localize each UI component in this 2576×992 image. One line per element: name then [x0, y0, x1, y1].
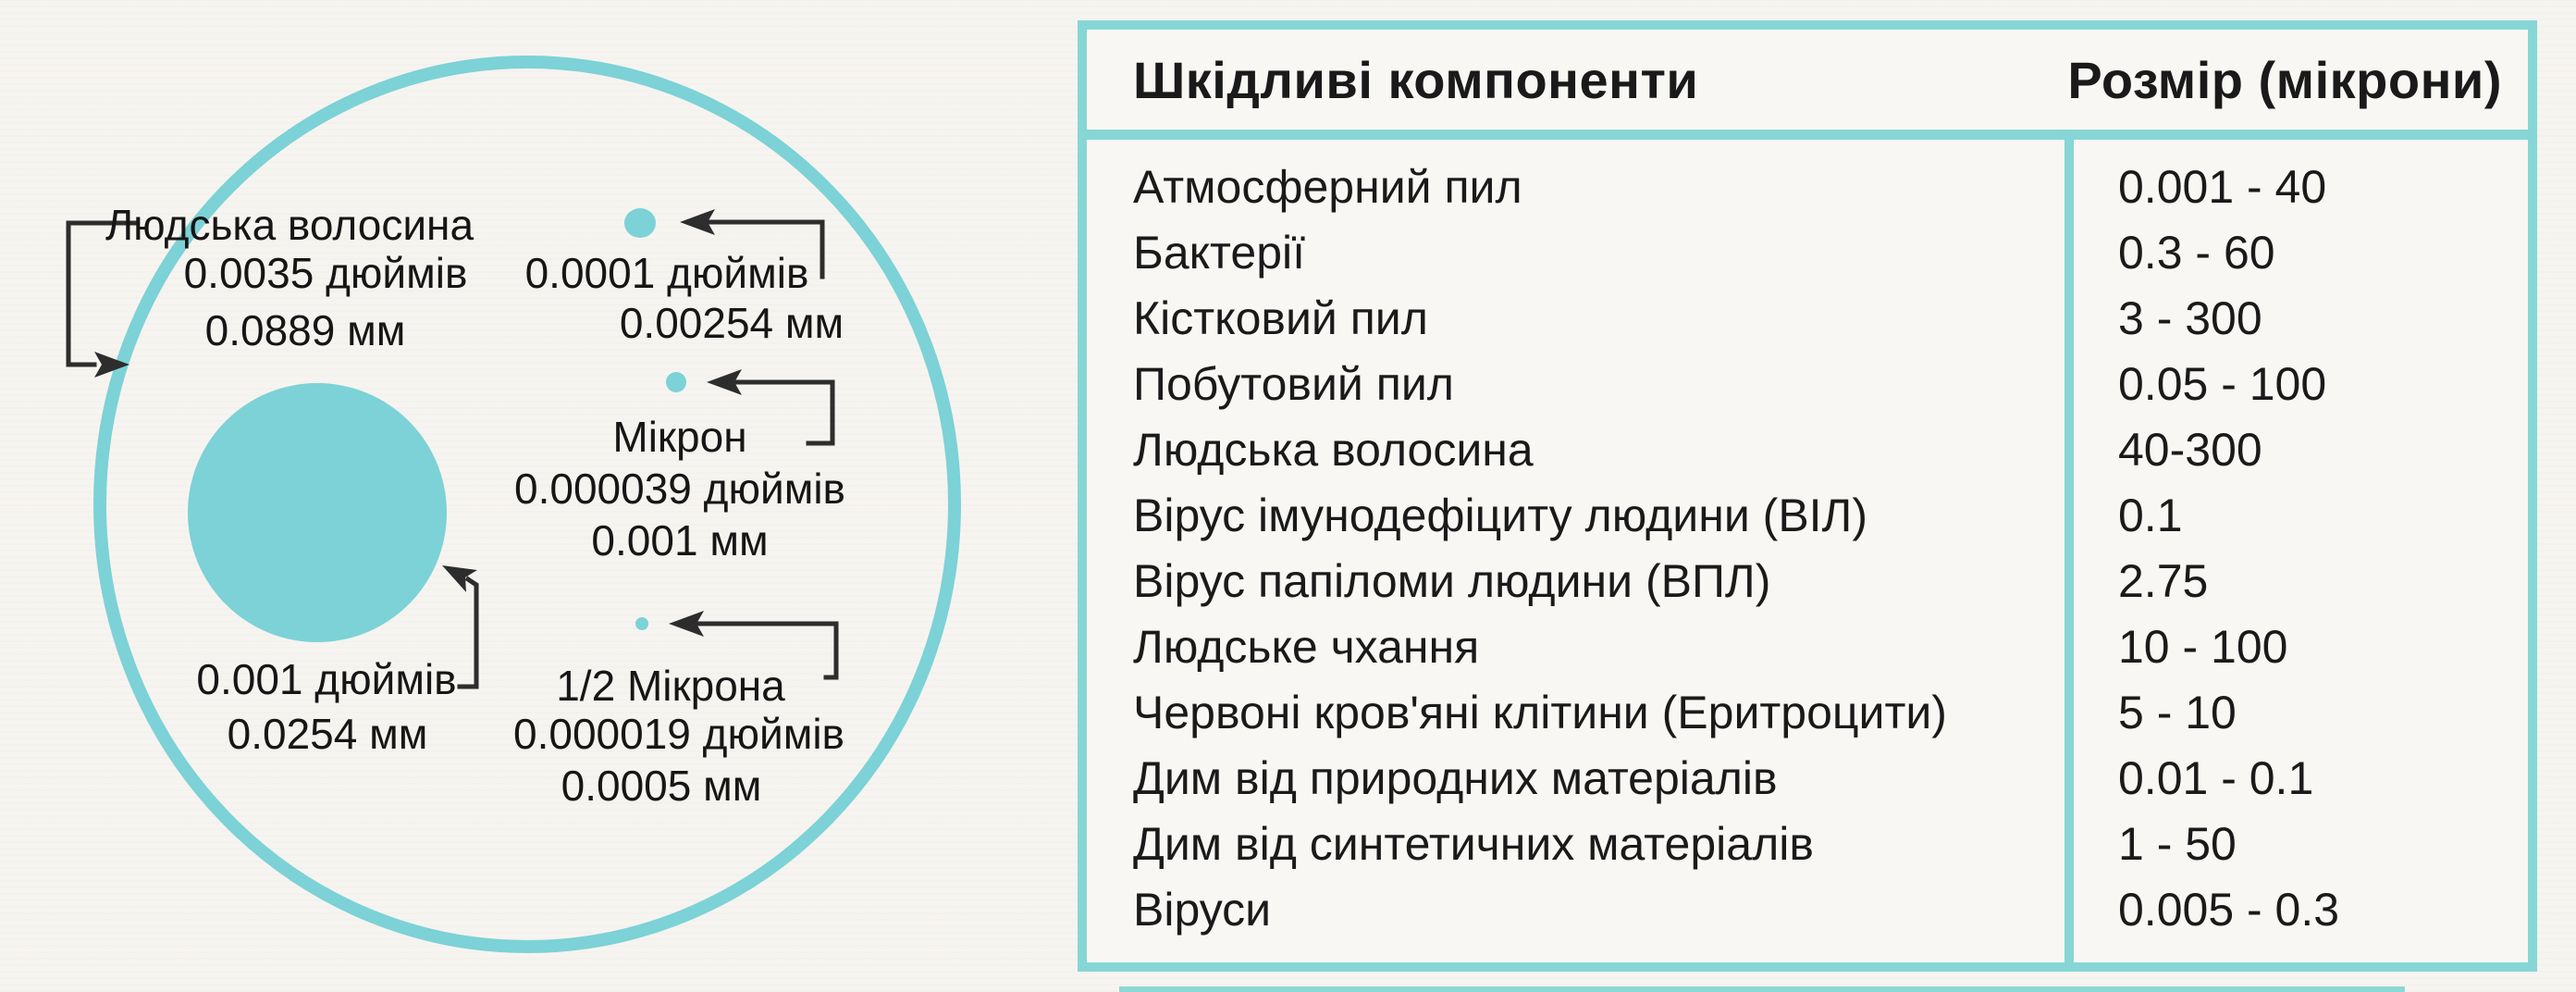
table-row-size: 2.75: [2118, 555, 2209, 607]
particle-size-diagram: [0, 0, 1091, 992]
table-row-name: Людська волосина: [1133, 424, 1534, 476]
table-row-size: 40-300: [2118, 424, 2262, 476]
half-micron-mm: 0.0005 мм: [561, 762, 762, 810]
table-row-name: Бактерії: [1133, 227, 1306, 279]
header-separator: [1084, 130, 2531, 140]
table-row-name: Дим від природних матеріалів: [1133, 752, 1778, 804]
table-row-size: 5 - 10: [2118, 687, 2237, 738]
ten-thousandth-mm: 0.00254 мм: [619, 299, 844, 347]
thousandth-mm: 0.0254 мм: [227, 710, 428, 758]
table-header-size: Розмір (мікрони): [2067, 50, 2502, 109]
table-row-size: 0.01 - 0.1: [2118, 752, 2314, 804]
table-row-name: Вірус папіломи людини (ВПЛ): [1133, 555, 1771, 607]
table-row-name: Дим від синтетичних матеріалів: [1133, 818, 1814, 870]
contaminants-table: [1078, 20, 2537, 972]
table-row-name: Червоні кров'яні клітини (Еритроцити): [1133, 687, 1947, 738]
table-row-name: Кістковий пил: [1133, 292, 1428, 344]
half-micron-dot: [635, 617, 648, 630]
micron-mm: 0.001 мм: [591, 516, 769, 564]
micron-label: Мікрон: [612, 413, 747, 461]
table-header-row: [1087, 30, 2528, 130]
table-row-size: 10 - 100: [2118, 621, 2288, 673]
micron-inches: 0.000039 дюймів: [514, 465, 845, 513]
table-row-size: 0.001 - 40: [2118, 161, 2327, 213]
half-micron-inches: 0.000019 дюймів: [513, 710, 844, 758]
human-hair-mm: 0.0889 мм: [204, 306, 406, 354]
table-row-name: Людське чхання: [1133, 621, 1480, 673]
micron-arrow: [736, 382, 832, 443]
table-row-name: Вірус імунодефіциту людини (ВІЛ): [1133, 490, 1868, 541]
half-micron-label: 1/2 Мікрона: [556, 662, 785, 710]
table-row-size: 0.3 - 60: [2118, 227, 2275, 279]
column-divider: [2064, 140, 2074, 962]
table-row-size: 0.1: [2118, 490, 2183, 541]
table-row-size: 1 - 50: [2118, 818, 2237, 870]
table-row-name: Побутовий пил: [1133, 358, 1454, 410]
thousandth-arrowhead-icon: [442, 565, 477, 592]
table-row-size: 0.05 - 100: [2118, 358, 2327, 410]
table-header-components: Шкідливі компоненти: [1133, 50, 1699, 109]
thousandth-inches: 0.001 дюймів: [196, 655, 457, 703]
thousandth-arrow: [460, 579, 476, 687]
table-row-size: 3 - 300: [2118, 292, 2262, 344]
human-hair-label: Людська волосина: [105, 201, 475, 249]
component-name-column: [1087, 140, 2064, 962]
size-value-column: [2074, 140, 2528, 962]
ten-thousandth-inch-dot: [624, 208, 656, 238]
table-row-size: 0.005 - 0.3: [2118, 884, 2340, 936]
human-hair-inches: 0.0035 дюймів: [183, 249, 468, 297]
thousandth-inch-circle: [188, 383, 447, 642]
ten-thousandth-inches: 0.0001 дюймів: [524, 249, 809, 297]
cropped-bottom-rule: [1119, 986, 2405, 992]
table-row-name: Віруси: [1133, 884, 1272, 936]
table-row-name: Атмосферний пил: [1133, 161, 1522, 213]
micron-dot: [666, 372, 686, 392]
